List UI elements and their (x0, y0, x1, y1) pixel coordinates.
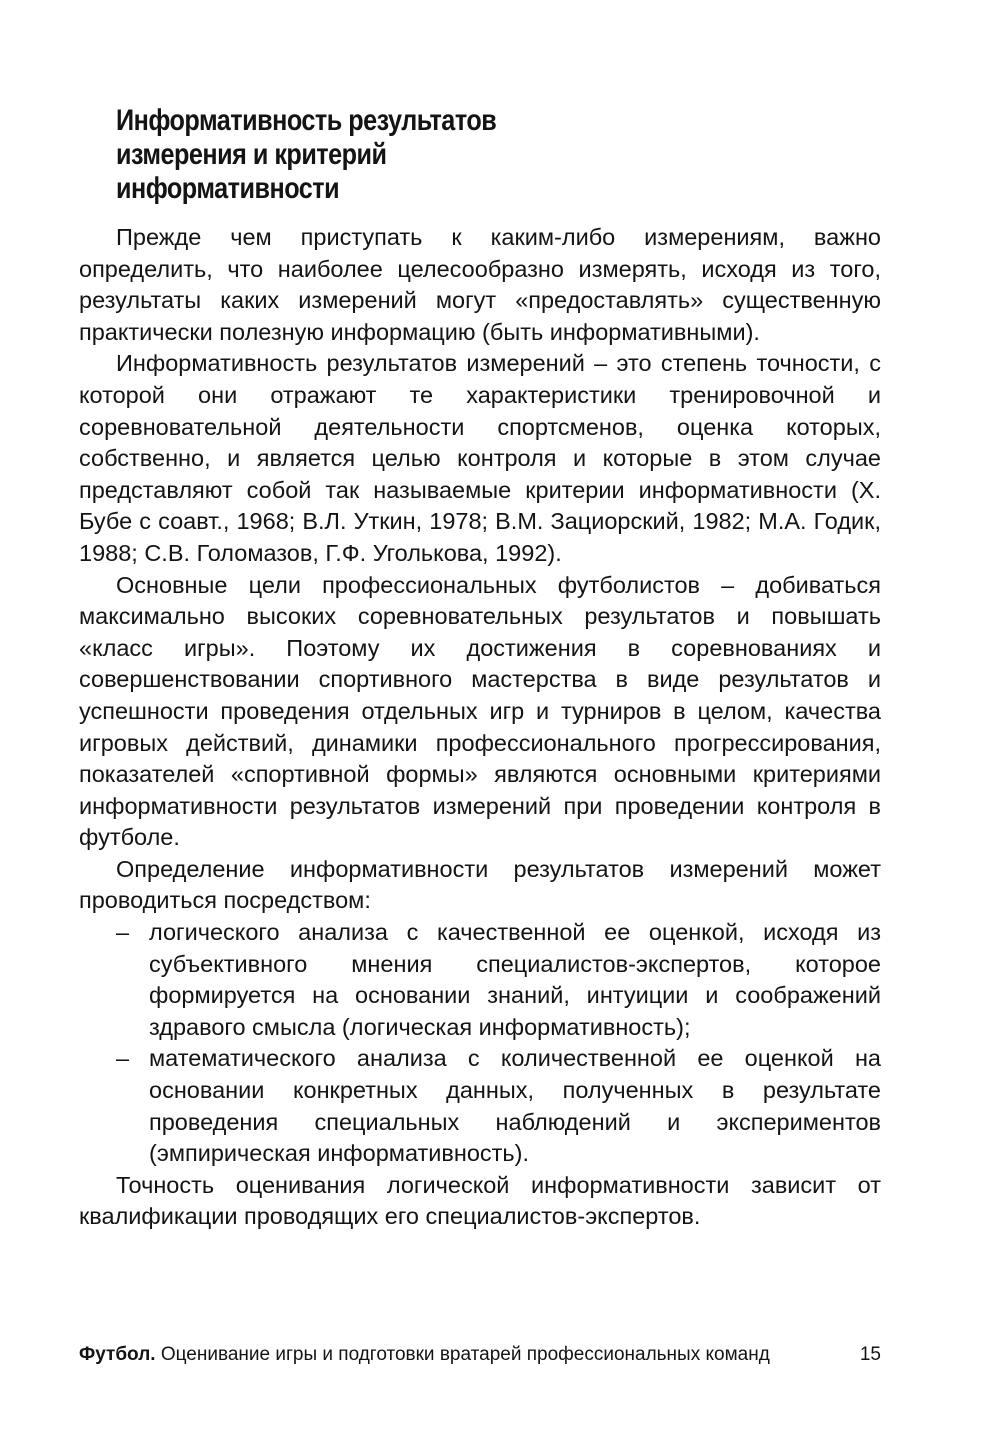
paragraph-3: Основные цели профессиональных футболистов – добиваться максимально высоких соревновательных результатов и повышать «класс игры». Поэтому их достижения в соревнованиях и совершенствовании спортивного мастерства в виде результатов и успешности проведения отдельных игр и турниров в целом, качества игровых действий, динамики профессионального прогрессирования, показателей «спортивной формы» являются основными критериями информативности результатов измерений при проведении контроля в футболе. (79, 571, 881, 851)
methods-list (79, 917, 881, 1170)
list-dash: – (116, 1045, 130, 1072)
page-number: 15 (859, 1344, 881, 1365)
list-item-text: математического анализа с количественной ее оценкой на основании конкретных данных, полученных в результате проведения специальных наблюдений и экспериментов (эмпирическая информативность). (149, 1045, 881, 1167)
heading-line-3: информативности (116, 172, 340, 205)
heading-line-2: измерения и критерий (116, 138, 387, 171)
body-text (79, 222, 881, 1233)
heading-line-1: Информативность результатов (116, 104, 497, 137)
paragraph-2: Информативность результатов измерений – это степень точности, с которой они отражают те характеристики тренировочной и соревновательной деятельности спортсменов, оценка которых, собственно, и является целью контроля и которые в этом случае представляют собой так называемые критерии информативности (Х. Бубе с соавт., 1968; В.Л. Уткин, 1978; В.М. Зациорский, 1982; М.А. Годик, 1988; С.В. Голомазов, Г.Ф. Уголькова, 1992). (79, 350, 881, 566)
list-item-text: логического анализа с качественной ее оценкой, исходя из субъективного мнения специалистов-экспертов, которое формируется на основании знаний, интуиции и соображений здравого смысла (логическая информативность); (149, 919, 881, 1040)
paragraph-4: Определение информативности результатов измерений может проводиться посредством: (79, 855, 881, 914)
list-item (79, 1043, 881, 1169)
section-heading (116, 104, 586, 206)
list-item (79, 917, 881, 1043)
paragraph-5: Точность оценивания логической информативности зависит от квалификации проводящих его специалистов-экспертов. (79, 1171, 881, 1230)
footer-book-subtitle: Оценивание игры и подготовки вратарей профессиональных команд (155, 1344, 770, 1365)
running-footer (79, 1343, 881, 1367)
paragraph-1: Прежде чем приступать к каким-либо измерениям, важно определить, что наиболее целесообразно измерять, исходя из того, результаты каких измерений могут «предоставлять» существенную практически полезную информацию (быть информативными). (79, 224, 881, 345)
footer-book-title: Футбол. (79, 1344, 156, 1365)
list-dash: – (116, 919, 130, 946)
